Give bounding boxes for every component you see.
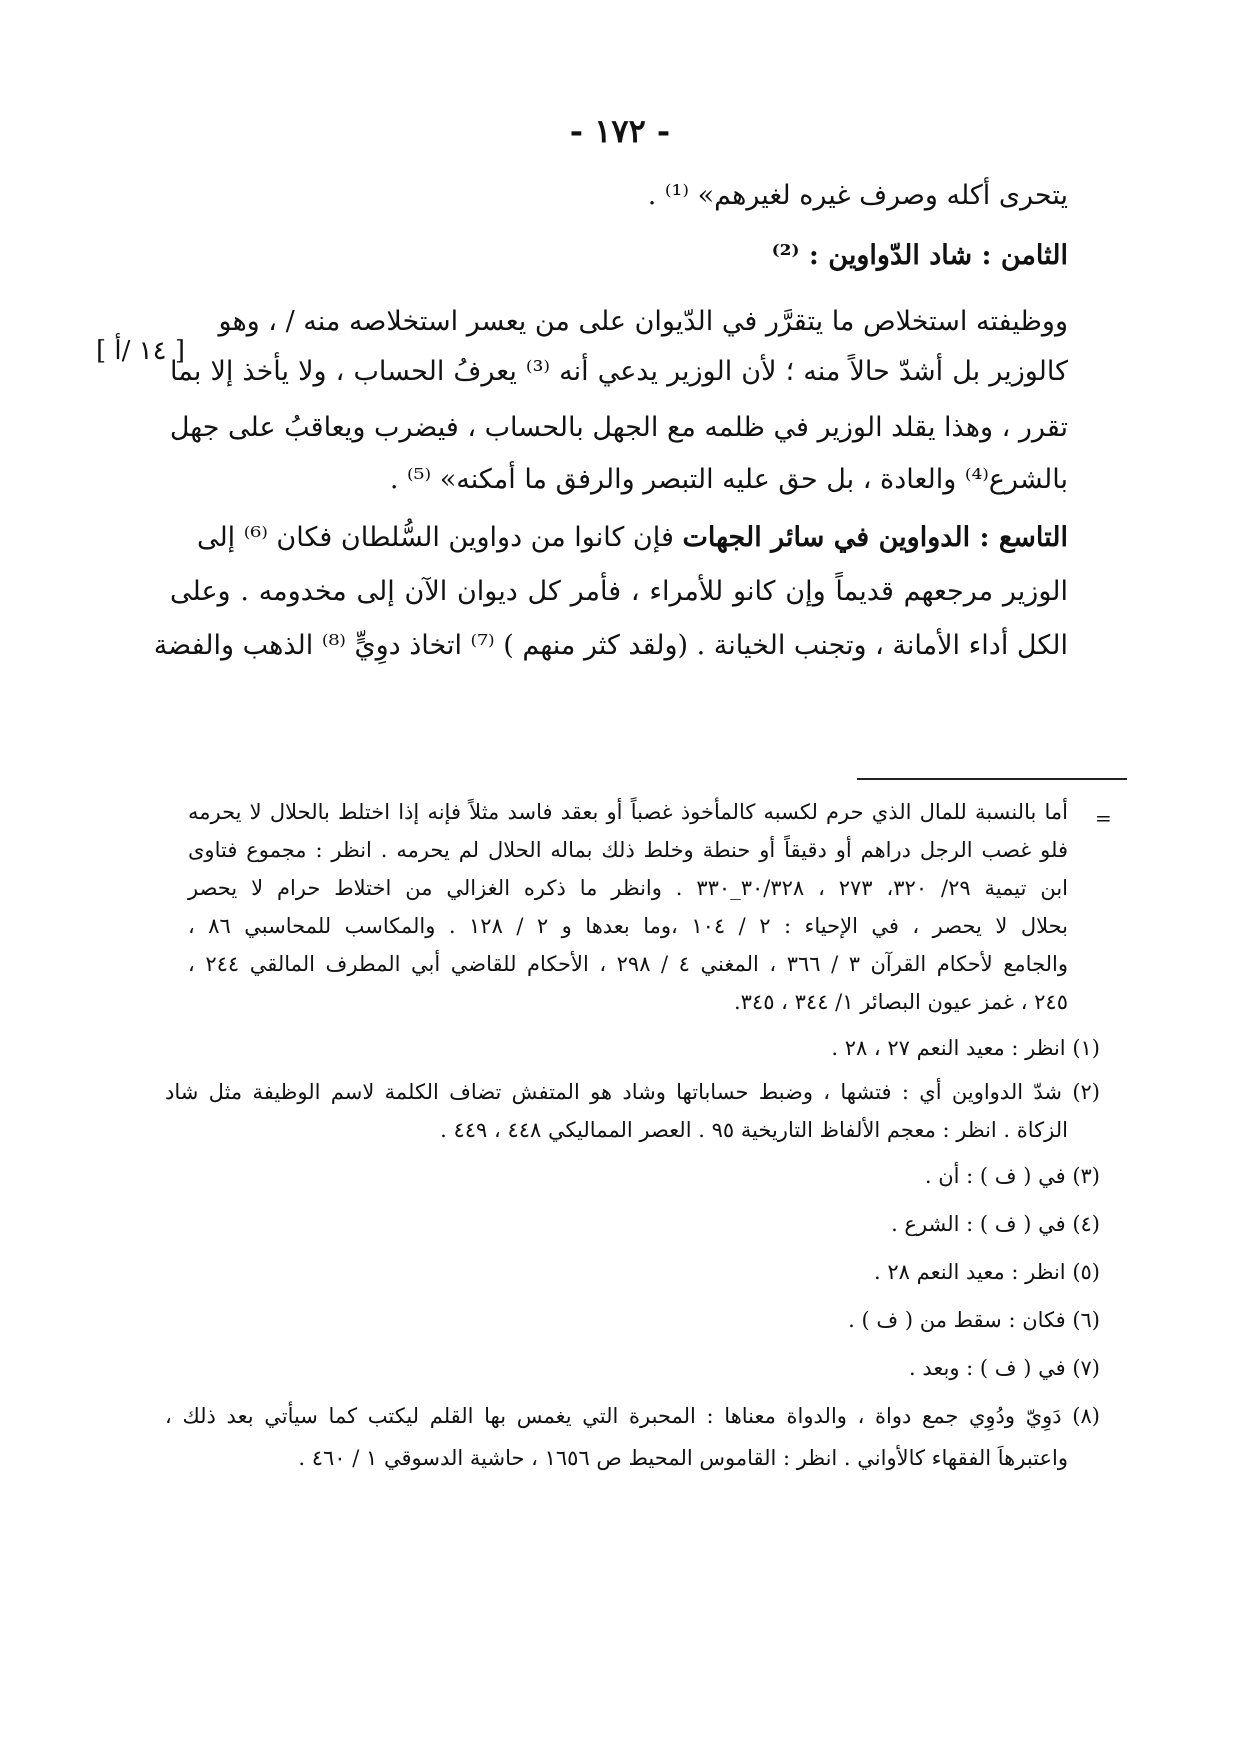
page-number: - ١٧٢ - <box>569 112 671 150</box>
section-heading-8: الثامن : شاد الدّواوين : ⁽²⁾ <box>771 240 1068 271</box>
main-line-5: تقرر ، وهذا يقلد الوزير في ظلمه مع الجهل بالحساب ، فيضرب ويعاقبُ على جهل <box>169 412 1068 443</box>
footnote-4: (٤) في ( ف ) : الشرع . <box>891 1212 1100 1236</box>
footnote-cont-line-6: ٢٤٥ ، غمز عيون البصائر ١/ ٣٤٤ ، ٣٤٥. <box>733 990 1068 1014</box>
footnote-8-line-1: (٨) دَوِيّ ودُوِي جمع دواة ، والدواة معناها : المحبرة التي يغمس بها القلم ليكتب كما سيأتي بعد ذلك ، <box>165 1404 1100 1428</box>
footnote-separator <box>857 778 1127 780</box>
footnote-2-line-1: (٢) شدّ الدواوين أي : فتشها ، وضبط حساباتها وشاد هو المتفش تضاف الكلمة لاسم الوظيفة مثل شاد <box>165 1080 1100 1104</box>
footnote-cont-line-1: أما بالنسبة للمال الذي حرم لكسبه كالمأخوذ غصباً أو بعقد فاسد مثلاً فإنه إذا اختلط بالحلال لا يحرمه <box>188 800 1068 824</box>
section-heading-9: التاسع : الدواوين في سائر الجهات <box>682 522 1068 553</box>
main-line-7-rest: فإن كانوا من دواوين السُّلطان فكان ⁽⁶⁾ إلى <box>196 522 674 553</box>
main-line-9: الكل أداء الأمانة ، وتجنب الخيانة . (ولقد كثر منهم ) ⁽⁷⁾ اتخاذ دوِيٍّ ⁽⁸⁾ الذهب والفضة <box>153 630 1068 661</box>
footnote-cont-line-4: بحلال لا يحصر ، في الإحياء : ٢ / ١٠٤ ،وما بعدها و ٢ / ١٢٨ . والمكاسب للمحاسبي ٨٦ ، <box>188 914 1069 938</box>
footnote-cont-line-3: ابن تيمية ٢٩/ ٣٢٠، ٢٧٣ ، ٣٠/٣٢٨_٣٣٠ . وانظر ما ذكره الغزالي من اختلاط حرام لا يحصر <box>188 876 1068 900</box>
main-line-4: كالوزير بل أشدّ حالاً منه ؛ لأن الوزير يدعي أنه ⁽³⁾ يعرفُ الحساب ، ولا يأخذ إلا بما <box>170 356 1068 387</box>
footnote-3: (٣) في ( ف ) : أن . <box>924 1164 1100 1188</box>
footnote-2-line-2: الزكاة . انظر : معجم الألفاظ التاريخية ٩٥ . العصر المماليكي ٤٤٨ ، ٤٤٩ . <box>440 1118 1068 1142</box>
main-line-8: الوزير مرجعهم قديماً وإن كانو للأمراء ، فأمر كل ديوان الآن إلى مخدومه . وعلى <box>170 576 1068 607</box>
continuation-mark: = <box>1095 806 1112 830</box>
main-line-3: ووظيفته استخلاص ما يتقرَّر في الدّيوان على من يعسر استخلاصه منه / ، وهو <box>218 306 1068 337</box>
footnote-5: (٥) انظر : معيد النعم ٢٨ . <box>874 1260 1100 1284</box>
marginal-folio-ref: [ ١٤ /أ ] <box>96 336 186 366</box>
footnote-cont-line-2: فلو غصب الرجل دراهم أو دقيقاً أو حنطة وخلط ذلك بماله الحلال لم يحرمه . انظر : مجموع فتاوى <box>188 838 1068 862</box>
main-line-7 <box>170 522 1068 553</box>
main-line-1: يتحرى أكله وصرف غيره لغيرهم» ⁽¹⁾ . <box>647 180 1068 211</box>
footnote-1: (١) انظر : معيد النعم ٢٧ ، ٢٨ . <box>831 1036 1100 1060</box>
footnote-cont-line-5: والجامع لأحكام القرآن ٣ / ٣٦٦ ، المغني ٤ / ٢٩٨ ، الأحكام للقاضي أبي المطرف المالقي ٢٤٤ ، <box>188 952 1068 976</box>
footnote-6: (٦) فكان : سقط من ( ف ) . <box>848 1308 1100 1332</box>
footnote-7: (٧) في ( ف ) : وبعد . <box>909 1356 1100 1380</box>
main-line-6: بالشرع⁽⁴⁾ والعادة ، بل حق عليه التبصر والرفق ما أمكنه» ⁽⁵⁾ . <box>389 464 1068 495</box>
footnote-8-line-2: واعتبرهاَ الفقهاء كالأواني . انظر : القاموس المحيط ص ١٦٥٦ ، حاشية الدسوقي ١ / ٤٦٠ . <box>298 1446 1068 1470</box>
